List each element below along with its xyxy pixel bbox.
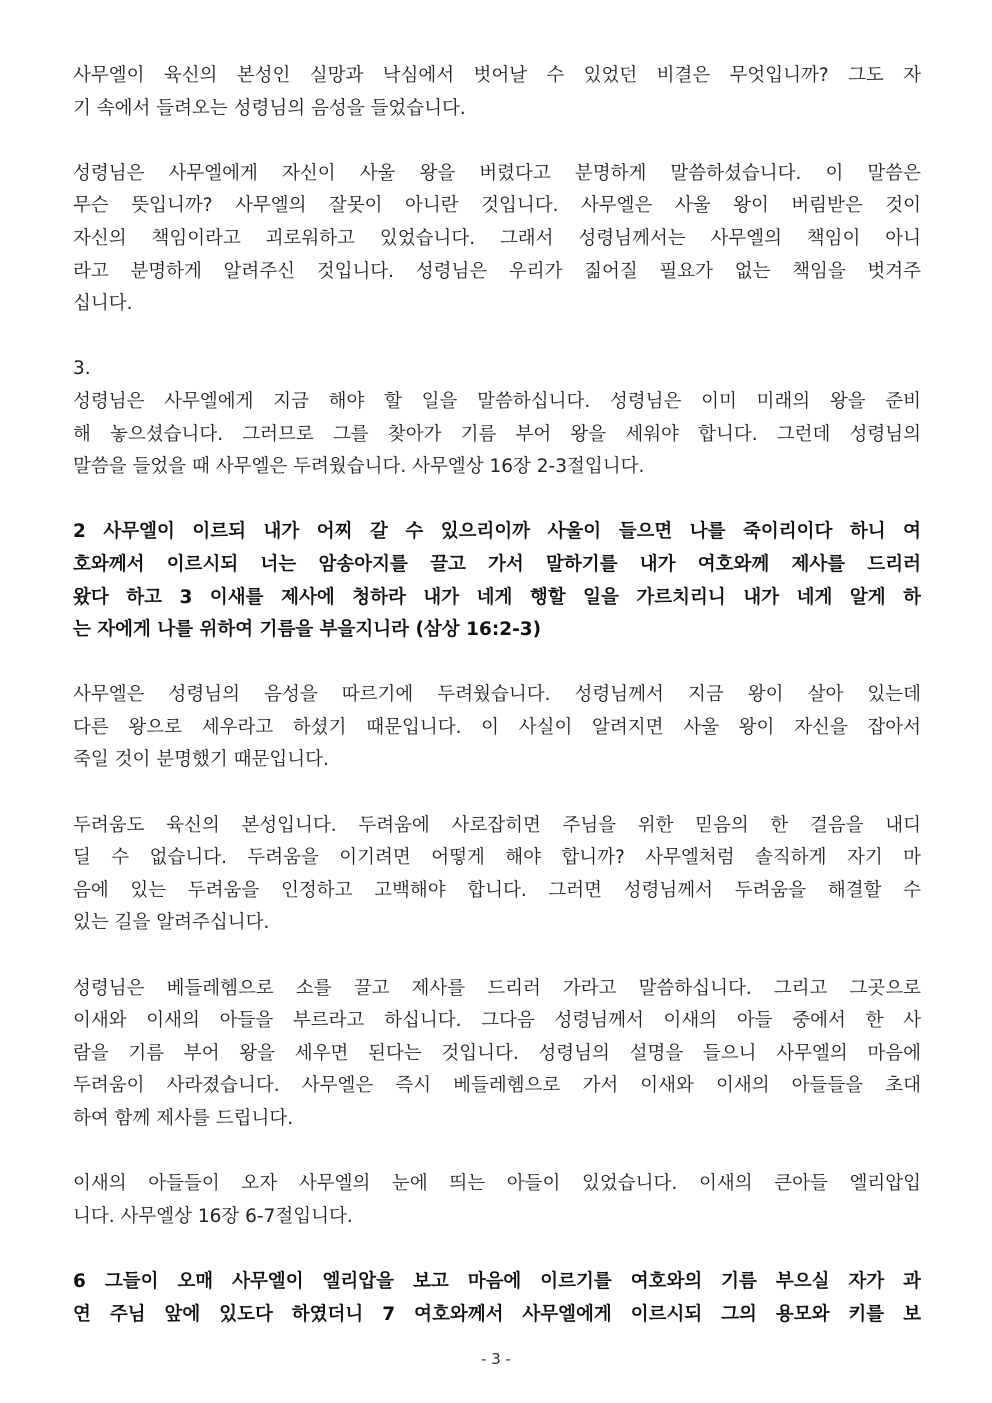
text-line: 라고 분명하게 알려주신 것입니다. 성령님은 우리가 짊어질 필요가 없는 책임을 벗겨주 (73, 260, 921, 282)
text-line: 이새의 아들들이 오자 사무엘의 눈에 띄는 아들이 있었습니다. 이새의 큰아들 엘리압입 (73, 1173, 921, 1195)
paragraph-gap (73, 484, 921, 517)
text-line: 두려움이 사라졌습니다. 사무엘은 즉시 베들레헴으로 가서 이새와 이새의 아들들을 초대 (73, 1075, 921, 1097)
text-line: 성령님은 사무엘에게 자신이 사울 왕을 버렸다고 분명하게 말씀하셨습니다. 이 말씀은 (73, 162, 921, 184)
text-line: 3. (73, 358, 91, 380)
text-line: 람을 기름 부어 왕을 세우면 된다는 것입니다. 성령님의 설명을 들으니 사무엘의 마음에 (73, 1042, 921, 1064)
paragraph-gap (73, 321, 921, 354)
paragraph-gap (73, 1136, 921, 1169)
text-line: 하여 함께 제사를 드립니다. (73, 1108, 294, 1129)
text-line: 기 속에서 들려오는 성령님의 음성을 들었습니다. (73, 97, 466, 119)
paragraph (73, 158, 921, 321)
text-line: 해 놓으셨습니다. 그러므로 그를 찾아가 기름 부어 왕을 세워야 합니다. 그런데 성령님의 (73, 423, 921, 445)
scripture-quote (73, 1266, 921, 1331)
text-line: 있는 길을 알려주십니다. (73, 912, 270, 934)
document-body (73, 60, 921, 1331)
text-line: 자신의 책임이라고 괴로워하고 있었습니다. 그래서 성령님께서는 사무엘의 책임이 아니 (73, 227, 921, 249)
text-line: 사무엘이 육신의 본성인 실망과 낙심에서 벗어날 수 있었던 비결은 무엇입니까? 그도 자 (73, 65, 921, 86)
text-line: 두려움도 육신의 본성입니다. 두려움에 사로잡히면 주님을 위한 믿음의 한 걸음을 내디 (73, 814, 921, 836)
text-line: 십니다. (73, 293, 133, 315)
text-line: 성령님은 사무엘에게 지금 해야 할 일을 말씀하십니다. 성령님은 이미 미래의 왕을 준비 (73, 390, 921, 412)
text-line: 무슨 뜻입니까? 사무엘의 잘못이 아니란 것입니다. 사무엘은 사울 왕이 버림받은 것이 (73, 195, 921, 217)
text-line: 성령님은 베들레헴으로 소를 끌고 제사를 드리러 가라고 말씀하십니다. 그리고 그곳으로 (73, 977, 921, 999)
text-line: 2 사무엘이 이르되 내가 어찌 갈 수 있으리이까 사울이 들으면 나를 죽이리이다 하니 여 (73, 521, 921, 543)
paragraph-gap (73, 1233, 921, 1266)
paragraph-gap (73, 647, 921, 680)
text-line: 는 자에게 나를 위하여 기름을 부을지니라 (삼상 16:2-3) (73, 619, 542, 641)
paragraph (73, 1168, 921, 1233)
text-line: 죽일 것이 분명했기 때문입니다. (73, 749, 329, 771)
page-number: - 3 - (481, 1350, 511, 1368)
paragraph (73, 60, 921, 125)
text-line: 말씀을 들었을 때 사무엘은 두려웠습니다. 사무엘상 16장 2-3절입니다. (73, 456, 645, 478)
paragraph-gap (73, 125, 921, 158)
text-line: 연 주님 앞에 있도다 하였더니 7 여호와께서 사무엘에게 이르시되 그의 용모와 키를 보 (73, 1303, 921, 1325)
paragraph (73, 353, 921, 483)
text-line: 음에 있는 두려움을 인정하고 고백해야 합니다. 그러면 성령님께서 두려움을 해결할 수 (73, 879, 921, 901)
text-line: 사무엘은 성령님의 음성을 따르기에 두려웠습니다. 성령님께서 지금 왕이 살아 있는데 (73, 684, 921, 706)
text-line: 왔다 하고 3 이새를 제사에 청하라 내가 네게 행할 일을 가르치리니 내가 네게 알게 하 (73, 586, 921, 608)
paragraph (73, 973, 921, 1136)
scripture-quote (73, 516, 921, 646)
text-line: 니다. 사무엘상 16장 6-7절입니다. (73, 1205, 353, 1227)
paragraph-gap (73, 777, 921, 810)
text-line: 다른 왕으로 세우라고 하셨기 때문입니다. 이 사실이 알려지면 사울 왕이 자신을 잡아서 (73, 716, 921, 738)
paragraph (73, 679, 921, 777)
paragraph-gap (73, 940, 921, 973)
text-line: 딜 수 없습니다. 두려움을 이기려면 어떻게 해야 합니까? 사무엘처럼 솔직하게 자기 마 (73, 847, 921, 869)
text-line: 이새와 이새의 아들을 부르라고 하십니다. 그다음 성령님께서 이새의 아들 중에서 한 사 (73, 1010, 921, 1032)
text-line: 6 그들이 오매 사무엘이 엘리압을 보고 마음에 이르기를 여호와의 기름 부으실 자가 과 (73, 1270, 921, 1292)
paragraph (73, 810, 921, 940)
text-line: 호와께서 이르시되 너는 암송아지를 끌고 가서 말하기를 내가 여호와께 제사를 드리러 (73, 553, 921, 575)
